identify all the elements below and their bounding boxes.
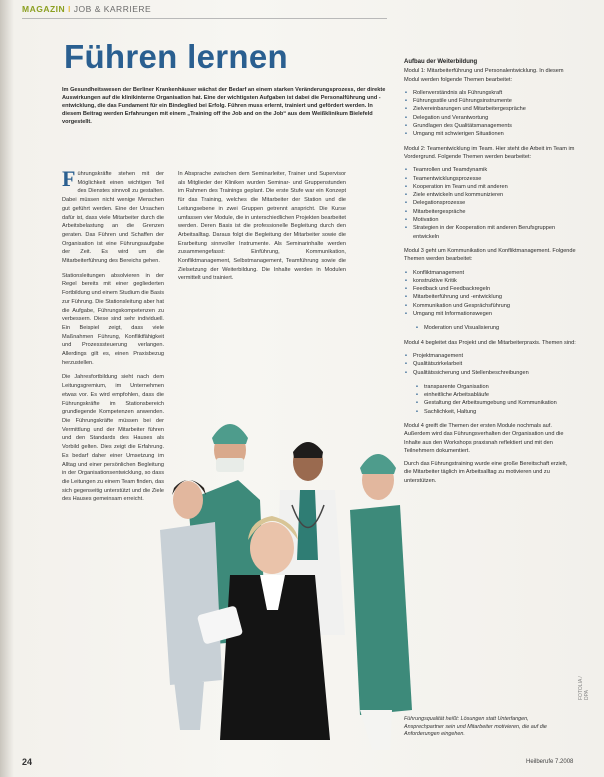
- list-item: • Grundlagen des Qualitätsmanagements: [404, 122, 576, 130]
- list-item: • Führungsstile und Führungsinstrumente: [404, 97, 576, 105]
- sidebar-intro: Modul 2: Teamentwicklung im Team. Hier steht die Arbeit im Team im Vordergrund. Folgende Themen werden bearbeitet:: [404, 145, 575, 160]
- section-label: MAGAZIN: [22, 4, 66, 14]
- sidebar-list-3: [404, 269, 576, 319]
- article-column-2: [178, 170, 346, 289]
- list-item: • Zielvereinbarungen und Mitarbeitergespräche: [404, 105, 576, 113]
- sidebar-outro: Modul 4 greift die Themen der ersten Module nochmals auf. Außerdem wird das Führungsverhalten der Organisation und die Inhalte aus den Workshops praxisnah reflektiert und mit den Teilnehmern dokumentiert.: [404, 422, 564, 454]
- sidebar-intro: Modul 4 begleitet das Projekt und die Mitarbeiterpraxis. Themen sind:: [404, 339, 576, 346]
- list-item: • Teamrollen und Teamdynamik: [404, 166, 576, 174]
- list-item: • Motivation: [404, 216, 576, 224]
- sidebar-list-2: [404, 166, 576, 241]
- list-item: • Qualitätszirkelarbeit: [404, 360, 576, 368]
- drop-cap: F: [62, 166, 76, 191]
- nurse-figure: [350, 454, 412, 750]
- sidebar-sublist-3: [404, 324, 576, 332]
- article-title: Führen lernen: [64, 38, 288, 75]
- list-item: • konstruktive Kritik: [404, 277, 576, 285]
- sidebar-list-1: [404, 89, 576, 139]
- page-footer: [0, 757, 604, 777]
- list-item: • Kooperation im Team und mit anderen: [404, 183, 576, 191]
- list-item: • Umgang mit Informationswegen: [404, 310, 576, 318]
- list-item: • Kommunikation und Gesprächsführung: [404, 302, 576, 310]
- list-item: • Teamentwicklungsprozesse: [404, 175, 576, 183]
- sidebar-intro: Modul 1: Mitarbeiterführung und Personalentwicklung. In diesem Modul werden folgende Themen bearbeitet:: [404, 68, 564, 83]
- list-item: • Sachlichkeit, Haltung: [404, 408, 576, 416]
- list-item: • Projektmanagement: [404, 352, 576, 360]
- issue-label: Heilberufe 7.2008: [526, 759, 574, 765]
- list-item: • transparente Organisation: [404, 383, 576, 391]
- list-item: • Moderation und Visualisierung: [404, 324, 576, 332]
- photo-caption: Führungsqualität heißt: Lösungen statt Unterfangen, Ansprechpartner sein und Mitarbeiter motivieren, die auf die Anforderungen eingehen.: [404, 716, 547, 737]
- sidebar-list-4: [404, 352, 576, 377]
- subsection-label: JOB & KARRIERE: [73, 4, 152, 14]
- section-separator: I: [68, 4, 71, 14]
- sidebar-box: [404, 58, 576, 490]
- list-item: • Konfliktmanagement: [404, 269, 576, 277]
- list-item: • Delegationsprozesse: [404, 199, 576, 207]
- sidebar-sublist-4: [404, 383, 576, 416]
- article-column-1: [62, 166, 164, 510]
- list-item: • Umgang mit schwierigen Situationen: [404, 130, 576, 138]
- sidebar-outro: Durch das Führungstraining wurde eine große Bereitschaft erzielt, die Mitarbeiter täglich im Arbeitsalltag zu motivieren und zu unterstützen.: [404, 461, 568, 484]
- list-item: • Feedback und Feedbackregeln: [404, 285, 576, 293]
- list-item: • Qualitätssicherung und Stellenbeschreibungen: [404, 369, 576, 377]
- page-number: 24: [22, 757, 33, 767]
- paragraph: ührungskräfte stehen mit der Möglichkeit einen wichtigen Teil des Dienstes sinnvoll zu gestalten. Dabei müssen nicht wenige Menschen gut geführt werden. Eine der Ursachen dafür ist, dass viele Mitarbeiter durch die Arbeitsbelastung an die Grenzen geraten. Das Führen und Schaffen der Organisation ist eine Führungsaufgabe der Zeit. Es wird um die Mitarbeiterführung des Bereichs gehen.: [62, 171, 164, 265]
- paragraph: Die Jahresfortbildung sieht nach dem Leitungsgremium, im Unternehmen etwas vor. Es wird empfohlen, dass die Führungskräfte im Stationsbereich grundlegende Kompetenzen anwenden. Die Führungskräfte müssen bei der Vermittlung und der Mitarbeiter führen und den Standards des Hauses als Vorbild gelten. Dies zeigt die Erfahrung. Es bedarf daher einer Umsetzung im Alltag und einer persönlichen Begleitung in der Organisationsentwicklung, so dass die Leitungen zu einem Team finden, das sich gegenseitig unterstützt und die Ziele des Hauses gemeinsam erreicht.: [62, 374, 164, 503]
- list-item: • Rollenverständnis als Führungskraft: [404, 89, 576, 97]
- paragraph: In Absprache zwischen dem Seminarleiter, Trainer und Supervisor als Mitglieder der Kliniken wurden Seminar- und Gruppenstunden im Rahmen des Trainings geplant. Die erste Stufe war ein Konzept für das Training, welches die Mitarbeiter der Station und die Leitungsebene in zwei Gruppen getrennt anspricht. Die Kurse umfassen vier Module, die in unterschiedlichen Projekten bearbeitet werden. Deren Basis ist die professionelle Begleitung durch den Arbeitsalltag. Daraus folgt die Begleitung der Mitarbeiter sowie die Erarbeitung sinnvoller Instrumente. Als Seminarinhalte werden zusammengefasst: Einführung, Kommunikation, Konfliktmanagement, Selbstmanagement, Teamführung sowie die Zielsetzung der Weiterbildung. Die Inhalte werden in Modulen vermittelt und trainiert.: [178, 171, 346, 282]
- list-item: • Strategien in der Kooperation mit anderen Berufsgruppen entwickeln: [404, 224, 576, 241]
- sidebar-intro: Modul 3 geht um Kommunikation und Konfliktmanagement. Folgende Themen werden bearbeitet:: [404, 247, 576, 263]
- list-item: • Ziele entwickeln und kommunizieren: [404, 191, 576, 199]
- photo-credit: FOTOLIA / DPA: [578, 676, 590, 700]
- paragraph: Stationsleitungen absolvieren in der Regel bereits mit einer gegliederten Fortbildung und einem Studium die Basis zur Führung. Die Stationsleitung aber hat die Aufgabe, Führungskompetenzen zu verbessern. Diese sind sehr individuell. Ein Beispiel zeigt, dass viele Maßnahmen Führung, Konfliktfähigkeit und Prozesssteuerung verlangen. Allerdings gilt es, einen Praxisbezug herzustellen.: [62, 272, 164, 366]
- article-lead: Im Gesundheitswesen der Berliner Krankenhäuser wächst der Bedarf an einem starken Veränderungsprozess, der direkte Auswirkungen auf die klinikinterne Organisation hat. Eine der wichtigsten Aufgaben ist dabei die Personalführung und -entwicklung, die das Fundament für ein Bindeglied bei Erfolg. Führen muss erlernt, trainiert und gefördert werden. In diesem Beitrag werden Erfahrungen mit einem „Training off the Job and on the Job“ aus dem Weißklinikum Bielefeld vorgestellt.: [62, 87, 386, 125]
- list-item: • Mitarbeiterführung und -entwicklung: [404, 293, 576, 301]
- list-item: • einheitliche Arbeitsabläufe: [404, 391, 576, 399]
- list-item: • Gestaltung der Arbeitsumgebung und Kommunikation: [404, 399, 576, 407]
- list-item: • Mitarbeitergespräche: [404, 208, 576, 216]
- list-item: • Delegation und Verantwortung: [404, 114, 576, 122]
- sidebar-heading: Aufbau der Weiterbildung: [404, 59, 478, 65]
- section-header: [22, 4, 151, 14]
- medical-team-photo: [160, 410, 420, 755]
- header-rule: [22, 18, 387, 19]
